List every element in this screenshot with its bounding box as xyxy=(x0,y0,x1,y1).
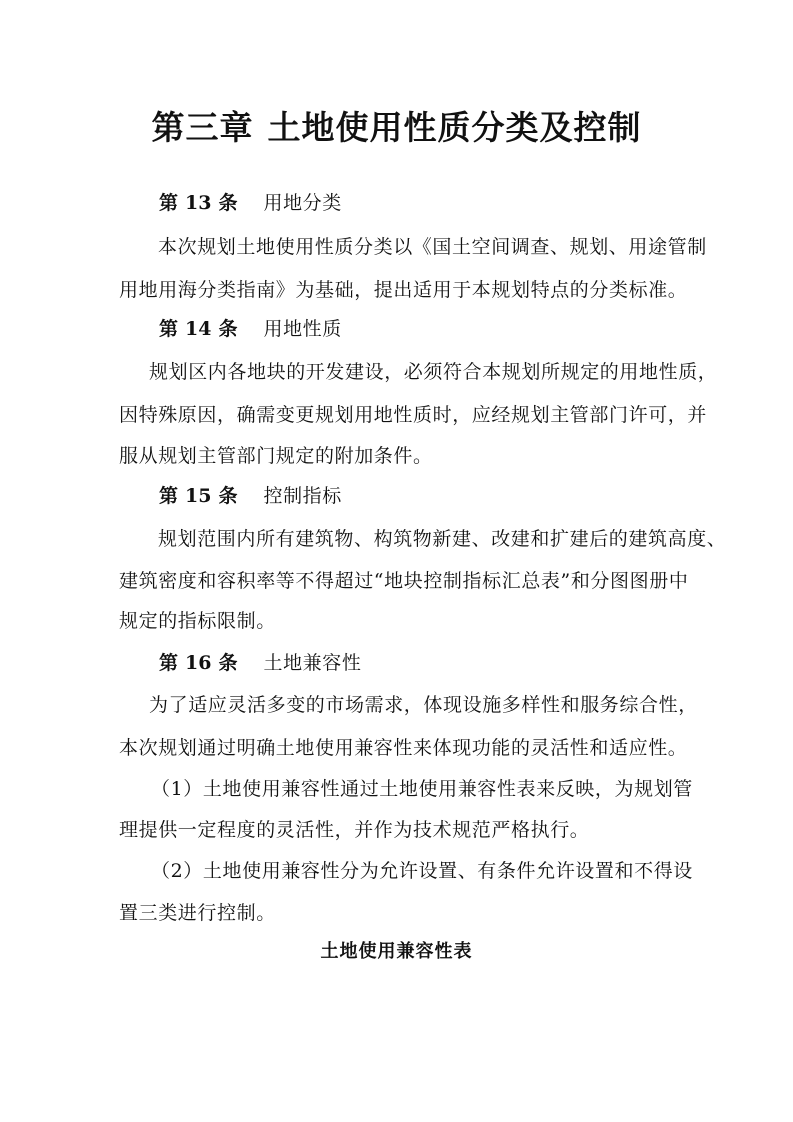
article-14-heading xyxy=(159,314,342,344)
article-15-heading xyxy=(159,481,342,511)
article-16-name: 土地兼容性 xyxy=(263,652,362,674)
article-16-paragraph-line-2: 本次规划通过明确土地使用兼容性来体现功能的灵活性和适应性。 xyxy=(119,737,688,759)
chapter-label: 第三章 xyxy=(151,108,254,147)
article-16-paragraph-line-1: 为了适应灵活多变的市场需求，体现设施多样性和服务综合性， xyxy=(149,694,698,716)
article-16-paragraph-line-6: 置三类进行控制。 xyxy=(119,902,276,924)
article-15-paragraph-line-2: 建筑密度和容积率等不得超过“地块控制指标汇总表”和分图图册中 xyxy=(119,570,689,592)
article-13-paragraph-line-2: 用地用海分类指南》为基础，提出适用于本规划特点的分类标准。 xyxy=(119,279,688,301)
article-14-name: 用地性质 xyxy=(263,318,342,340)
article-13-name: 用地分类 xyxy=(263,192,342,214)
chapter-title xyxy=(0,103,793,153)
article-15-paragraph-line-3: 规定的指标限制。 xyxy=(119,610,276,632)
article-16-paragraph-line-4: 理提供一定程度的灵活性，并作为技术规范严格执行。 xyxy=(119,819,590,841)
article-15-paragraph-line-1: 规划范围内所有建筑物、构筑物新建、改建和扩建后的建筑高度、 xyxy=(158,528,727,550)
article-15-number: 第 15 条 xyxy=(159,485,238,507)
article-15-name: 控制指标 xyxy=(263,485,342,507)
article-14-number: 第 14 条 xyxy=(159,318,238,340)
table-caption: 土地使用兼容性表 xyxy=(320,941,473,962)
article-16-heading xyxy=(159,648,362,678)
article-13-number: 第 13 条 xyxy=(159,192,238,214)
article-16-paragraph-line-5: （2）土地使用兼容性分为允许设置、有条件允许设置和不得设 xyxy=(151,860,693,882)
article-13-heading xyxy=(159,188,342,218)
article-16-paragraph-line-3: （1）土地使用兼容性通过土地使用兼容性表来反映，为规划管 xyxy=(151,778,693,800)
article-13-paragraph-line-1: 本次规划土地使用性质分类以《国土空间调查、规划、用途管制 xyxy=(158,236,707,258)
article-14-paragraph-line-1: 规划区内各地块的开发建设，必须符合本规划所规定的用地性质， xyxy=(149,361,718,383)
article-16-number: 第 16 条 xyxy=(159,652,238,674)
chapter-name: 土地使用性质分类及控制 xyxy=(267,108,642,147)
article-14-paragraph-line-2: 因特殊原因，确需变更规划用地性质时，应经规划主管部门许可，并 xyxy=(119,404,708,426)
article-14-paragraph-line-3: 服从规划主管部门规定的附加条件。 xyxy=(119,445,433,467)
